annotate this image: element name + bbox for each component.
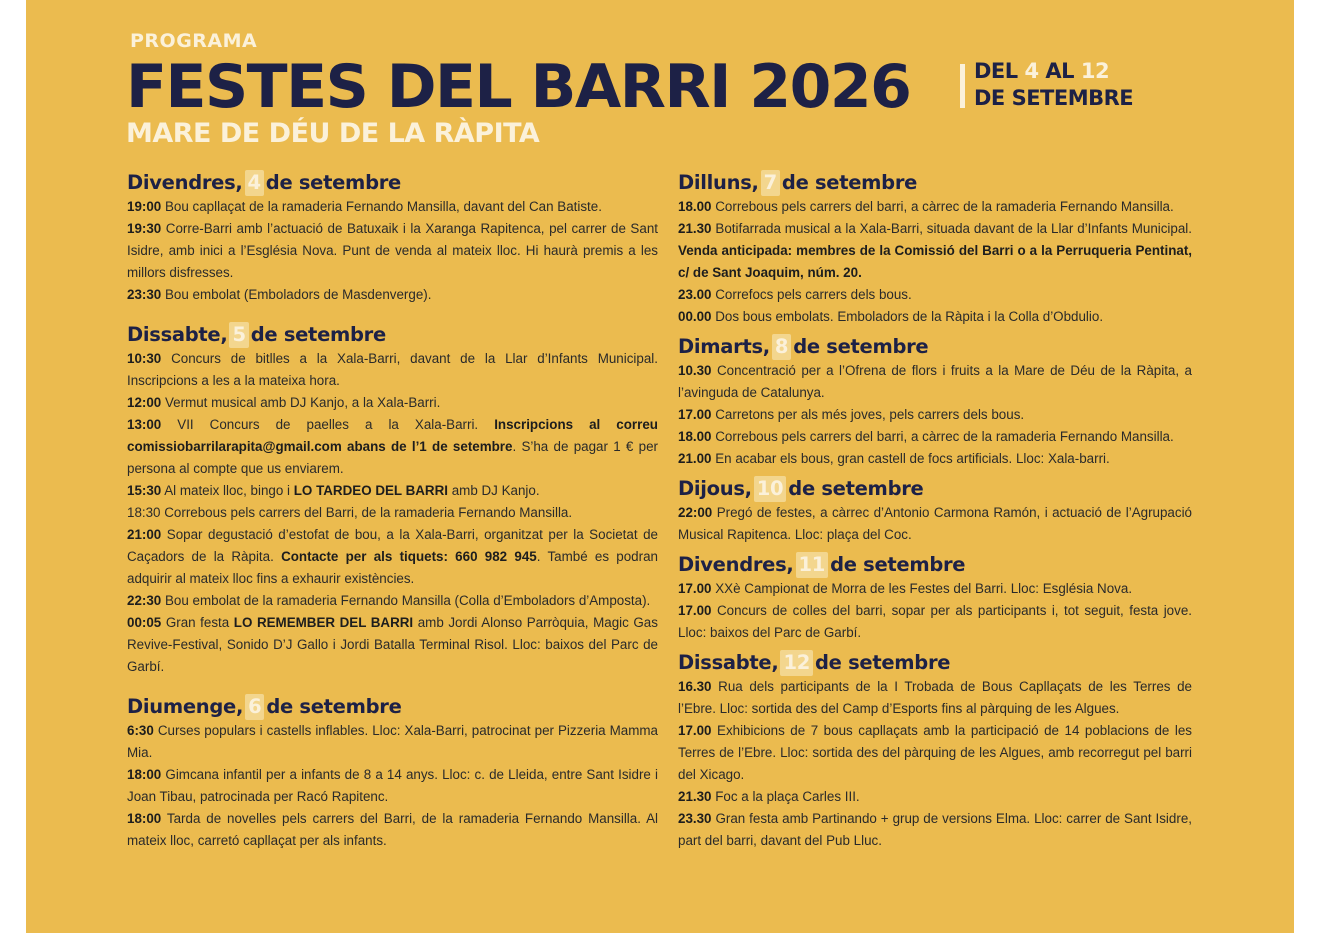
day-weekday: Divendres,: [127, 171, 243, 194]
event-time: 12:00: [127, 395, 162, 410]
event-text-tail: amb DJ Kanjo.: [451, 483, 540, 498]
event-text: Concentració per a l’Ofrena de flors i fruits a la Mare de Déu de la Ràpita, a l’avinguda de Catalunya.: [678, 363, 1192, 400]
event-text-tail: . També es podran adquirir al mateix lloc fins a exhaurir existències.: [127, 549, 658, 586]
festival-dates: [974, 58, 1133, 112]
event-time: 21:00: [127, 527, 162, 542]
dates-del: DEL: [974, 59, 1025, 83]
event-text: Bou capllaçat de la ramaderia Fernando Mansilla, davant del Can Batiste.: [164, 199, 602, 214]
day-weekday: Dijous,: [678, 477, 752, 500]
event-text: XXè Campionat de Morra de les Festes del Barri. Lloc: Església Nova.: [715, 581, 1133, 596]
day-heading: [678, 334, 1192, 360]
event-highlight: Inscripcions al correu comissiobarrilarapita@gmail.com abans de l’1 de setembre: [127, 417, 658, 454]
day-number: 5: [229, 322, 248, 348]
event-item: [127, 502, 658, 524]
dates-al: AL: [1038, 59, 1081, 83]
event-time: 10:30: [127, 351, 162, 366]
day-weekday: Dimarts,: [678, 335, 770, 358]
program-column-right: [678, 170, 1192, 852]
day-number: 8: [772, 334, 791, 360]
event-item: [678, 448, 1192, 470]
event-text-tail: amb Jordi Alonso Parròquia, Magic Gas Revive-Festival, Sonido D’J Gallo i Jordi Batalla Terminal Risol. Lloc: baixos del Parc de Garbí.: [127, 615, 658, 674]
day-weekday: Dissabte,: [678, 651, 779, 674]
day-number: 6: [245, 694, 264, 720]
event-item: [678, 502, 1192, 546]
event-text: En acabar els bous, gran castell de focs artificials. Lloc: Xala-barri.: [715, 451, 1110, 466]
event-text-tail: . S’ha de pagar 1 € per persona al compte que us enviarem.: [127, 439, 658, 476]
event-highlight: LO TARDEO DEL BARRI: [293, 483, 448, 498]
day-heading: [678, 552, 1192, 578]
event-text: Corre-Barri amb l’actuació de Batuxaik i la Xaranga Rapitenca, pel carrer de Sant Isidre, amb inici a l’Església Nova. Punt de venda al mateix lloc. Hi haurà premis a les millors disfresses.: [127, 221, 658, 280]
kicker-label: PROGRAMA: [130, 30, 258, 52]
event-text: VII Concurs de paelles a la Xala-Barri.: [177, 417, 479, 432]
event-time: 18.00: [678, 429, 712, 444]
event-text: Carretons per als més joves, pels carrers dels bous.: [715, 407, 1025, 422]
day-heading: [678, 170, 1192, 196]
day-month: de setembre: [830, 553, 966, 576]
event-time: 22:00: [678, 505, 713, 520]
event-item: [678, 786, 1192, 808]
day-heading: [127, 170, 658, 196]
event-item: [127, 808, 658, 852]
dates-end-day: 12: [1080, 59, 1110, 83]
day-block-12: [678, 650, 1192, 852]
day-number: 12: [780, 650, 813, 676]
event-time: 23:30: [127, 287, 162, 302]
festival-poster: [26, 0, 1294, 933]
day-month: de setembre: [250, 323, 386, 346]
event-item: [678, 404, 1192, 426]
event-item: [127, 196, 658, 218]
event-item: [127, 480, 658, 502]
day-weekday: Dilluns,: [678, 171, 759, 194]
day-month: de setembre: [265, 171, 401, 194]
event-time: 23.00: [678, 287, 712, 302]
day-block-10: [678, 476, 1192, 546]
event-text: Pregó de festes, a càrrec d’Antonio Carmona Ramón, i actuació de l’Agrupació Musical Rapitenca. Lloc: plaça del Coc.: [678, 505, 1192, 542]
event-item: [127, 284, 658, 306]
event-item: [678, 578, 1192, 600]
event-time: 17.00: [678, 723, 712, 738]
event-time: 18:30: [127, 505, 161, 520]
event-text: Correfocs pels carrers dels bous.: [715, 287, 912, 302]
event-item: [678, 720, 1192, 786]
event-text: Foc a la plaça Carles III.: [715, 789, 860, 804]
event-time: 10.30: [678, 363, 712, 378]
event-text: Exhibicions de 7 bous capllaçats amb la participació de 14 poblacions de les Terres de l’Ebre. Lloc: sortida des del pàrquing de les Algues, amb recorregut pel barri del Xicago.: [678, 723, 1192, 782]
dates-divider: [960, 64, 965, 108]
day-weekday: Dissabte,: [127, 323, 228, 346]
event-text: Bou embolat de la ramaderia Fernando Mansilla (Colla d’Emboladors d’Amposta).: [164, 593, 651, 608]
event-item: [678, 196, 1192, 218]
event-time: 17.00: [678, 581, 712, 596]
event-item: [127, 764, 658, 808]
day-block-4: [127, 170, 658, 306]
event-item: [678, 676, 1192, 720]
event-text: Correbous pels carrers del barri, a càrrec de la ramaderia Fernando Mansilla.: [715, 199, 1174, 214]
day-block-5: [127, 322, 658, 678]
event-time: 16.30: [678, 679, 712, 694]
event-highlight: LO REMEMBER DEL BARRI: [233, 615, 414, 630]
event-highlight: Venda anticipada: membres de la Comissió del Barri o a la Perruqueria Pentinat, c/ de Sant Joaquim, núm. 20.: [678, 243, 1192, 280]
event-item: [678, 600, 1192, 644]
event-time: 21.30: [678, 789, 712, 804]
day-month: de setembre: [788, 477, 924, 500]
event-text: Correbous pels carrers del Barri, de la ramaderia Fernando Mansilla.: [164, 505, 573, 520]
event-item: [678, 306, 1192, 328]
event-text: Sopar degustació d’estofat de bou, a la Xala-Barri, organitzat per la Societat de Caçadors de la Ràpita.: [127, 527, 658, 564]
day-block-7: [678, 170, 1192, 328]
event-text: Bou embolat (Emboladors de Masdenverge).: [164, 287, 432, 302]
day-number: 11: [796, 552, 829, 578]
day-heading: [678, 476, 1192, 502]
event-item: [678, 808, 1192, 852]
event-text: Tarda de novelles pels carrers del Barri, de la ramaderia Fernando Mansilla. Al mateix lloc, carretó capllaçat per als infants.: [127, 811, 658, 848]
event-text: Concurs de bitlles a la Xala-Barri, davant de la Llar d’Infants Municipal. Inscripcions a les a la mateixa hora.: [127, 351, 658, 388]
event-highlight: Contacte per als tiquets: 660 982 945: [281, 549, 537, 564]
event-text: Al mateix lloc, bingo i: [164, 483, 291, 498]
day-number: 4: [245, 170, 264, 196]
event-item: [678, 360, 1192, 404]
event-time: 19:30: [127, 221, 162, 236]
event-time: 00.00: [678, 309, 712, 324]
event-time: 21.30: [678, 221, 712, 236]
event-time: 23.30: [678, 811, 712, 826]
event-text: Concurs de colles del barri, sopar per als participants i, tot seguit, festa jove. Lloc: baixos del Parc de Garbí.: [678, 603, 1192, 640]
event-time: 13:00: [127, 417, 162, 432]
poster-subtitle: MARE DE DÉU DE LA RÀPITA: [126, 118, 540, 149]
day-block-11: [678, 552, 1192, 644]
event-time: 21.00: [678, 451, 712, 466]
event-time: 00:05: [127, 615, 162, 630]
event-time: 19:00: [127, 199, 162, 214]
event-item: [127, 218, 658, 284]
event-item: [127, 524, 658, 590]
event-item: [678, 426, 1192, 448]
event-time: 15:30: [127, 483, 162, 498]
event-item: [127, 392, 658, 414]
day-month: de setembre: [793, 335, 929, 358]
event-time: 22:30: [127, 593, 162, 608]
event-time: 17.00: [678, 407, 712, 422]
event-time: 6:30: [127, 723, 154, 738]
event-item: [678, 284, 1192, 306]
day-block-6: [127, 694, 658, 852]
event-time: 18.00: [678, 199, 712, 214]
event-item: [678, 218, 1192, 284]
event-text: Gran festa: [165, 615, 230, 630]
day-month: de setembre: [266, 695, 402, 718]
day-weekday: Diumenge,: [127, 695, 244, 718]
event-item: [127, 348, 658, 392]
event-item: [127, 414, 658, 480]
day-heading: [678, 650, 1192, 676]
event-text: Gimcana infantil per a infants de 8 a 14 anys. Lloc: c. de Lleida, entre Sant Isidre i Joan Tibau, patrocinada per Racó Rapitenc.: [127, 767, 658, 804]
day-block-8: [678, 334, 1192, 470]
program-column-left: [127, 170, 658, 852]
event-text: Gran festa amb Partinando + grup de versions Elma. Lloc: carrer de Sant Isidre, part del barri, davant del Pub Lluc.: [678, 811, 1192, 848]
event-time: 18:00: [127, 811, 162, 826]
event-text: Curses populars i castells inflables. Lloc: Xala-Barri, patrocinat per Pizzeria Mamma Mia.: [127, 723, 658, 760]
dates-line-2: DE SETEMBRE: [974, 86, 1134, 110]
day-number: 7: [761, 170, 780, 196]
day-month: de setembre: [781, 171, 918, 194]
dates-start-day: 4: [1024, 59, 1039, 83]
event-text: Botifarrada musical a la Xala-Barri, situada davant de la Llar d’Infants Municipal.: [715, 221, 1192, 236]
event-item: [127, 590, 658, 612]
event-text: Dos bous embolats. Emboladors de la Ràpita i la Colla d’Obdulio.: [715, 309, 1104, 324]
day-number: 10: [754, 476, 787, 502]
day-weekday: Divendres,: [678, 553, 794, 576]
dates-line-1: [974, 58, 1133, 85]
event-text: Correbous pels carrers del barri, a càrrec de la ramaderia Fernando Mansilla.: [715, 429, 1174, 444]
event-item: [127, 720, 658, 764]
event-item: [127, 612, 658, 678]
day-heading: [127, 694, 658, 720]
day-month: de setembre: [815, 651, 951, 674]
poster-header: [26, 0, 1294, 160]
event-time: 18:00: [127, 767, 162, 782]
poster-title: FESTES DEL BARRI 2026: [126, 52, 911, 122]
event-text: Vermut musical amb DJ Kanjo, a la Xala-Barri.: [164, 395, 441, 410]
event-text: Rua dels participants de la I Trobada de Bous Capllaçats de les Terres de l’Ebre. Lloc: sortida des del Camp d’Esports fins al pàrquing de les Algues.: [678, 679, 1192, 716]
day-heading: [127, 322, 658, 348]
event-time: 17.00: [678, 603, 712, 618]
